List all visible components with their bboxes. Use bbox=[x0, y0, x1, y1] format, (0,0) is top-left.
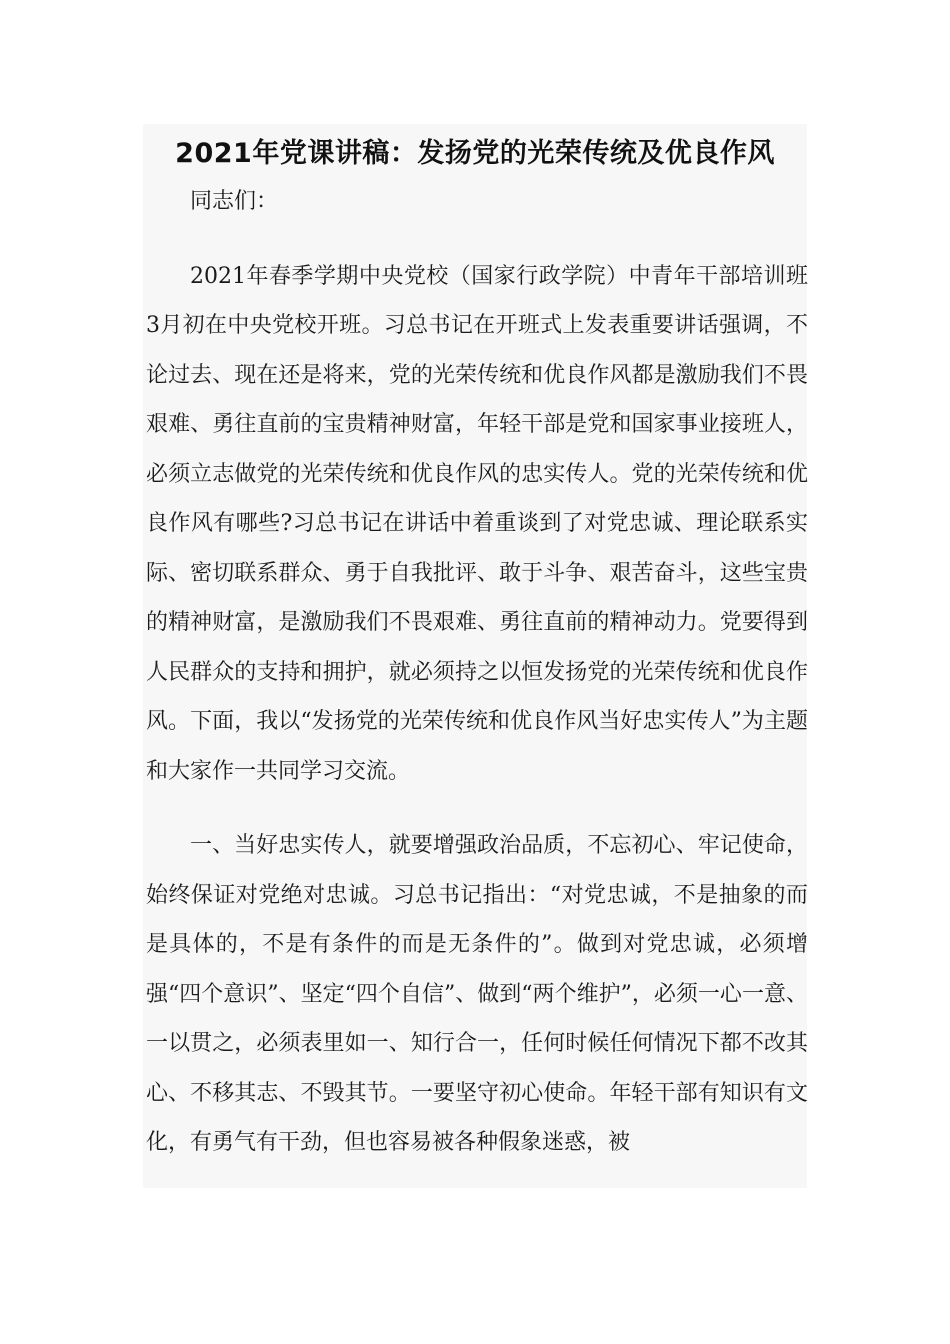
paragraph-section-one: 一、当好忠实传人，就要增强政治品质，不忘初心、牢记使命，始终保证对党绝对忠诚。习总书记指出：“对党忠诚，不是抽象的而是具体的，不是有条件的而是无条件的”。做到对党忠诚，必须增强“四个意识”、坚定“四个自信”、做到“两个维护”，必须一心一意、一以贯之，必须表里如一、知行合一，任何时候任何情况下都不改其心、不移其志、不毁其节。一要坚守初心使命。年轻干部有知识有文化，有勇气有干劲，但也容易被各种假象迷惑，被 bbox=[146, 833, 808, 1155]
document-title: 2021年党课讲稿：发扬党的光荣传统及优良作风 bbox=[175, 138, 775, 169]
paragraph-intro: 2021年春季学期中央党校（国家行政学院）中青年干部培训班3月初在中央党校开班。习总书记在开班式上发表重要讲话强调，不论过去、现在还是将来，党的光荣传统和优良作风都是激励我们不畏艰难、勇往直前的宝贵精神财富，年轻干部是党和国家事业接班人，必须立志做党的光荣传统和优良作风的忠实传人。党的光荣传统和优良作风有哪些?习总书记在讲话中着重谈到了对党忠诚、理论联系实际、密切联系群众、勇于自我批评、敢于斗争、艰苦奋斗，这些宝贵的精神财富，是激励我们不畏艰难、勇往直前的精神动力。党要得到人民群众的支持和拥护，就必须持之以恒发扬党的光荣传统和优良作风。下面，我以“发扬党的光荣传统和优良作风当好忠实传人”为主题和大家作一共同学习交流。 bbox=[146, 263, 808, 784]
greeting: 同志们： bbox=[190, 189, 279, 214]
document-body bbox=[146, 177, 808, 1168]
